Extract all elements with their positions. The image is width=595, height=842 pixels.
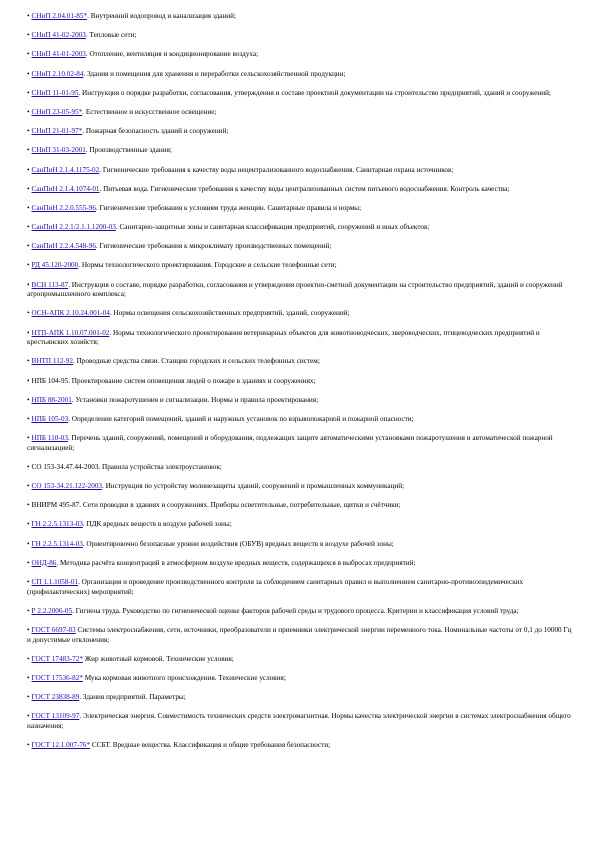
reference-code-link[interactable]: ОНД-86 [31, 558, 57, 567]
reference-item [27, 185, 572, 195]
reference-description: . Питьевая вода. Гигиенические требования к качеству воды централизованных систем питьевого водоснабжения. Контроль качества; [99, 184, 510, 193]
reference-item [27, 712, 572, 731]
bullet: • [27, 501, 30, 510]
reference-item [27, 309, 572, 319]
bullet: • [27, 242, 30, 251]
bullet: • [27, 626, 30, 634]
bullet: • [27, 69, 30, 78]
reference-code-link[interactable]: СанПиН 2.1.4.1074-01 [31, 184, 100, 193]
reference-code-link[interactable]: СНиП 21-01-97* [31, 127, 83, 136]
reference-code-link[interactable]: НПБ 88-2001 [31, 395, 72, 404]
bullet: • [27, 280, 30, 289]
reference-code-link[interactable]: ВСН 113-87 [31, 280, 69, 289]
reference-description: . Инструкция по устройству молниезащиты зданий, сооружений и промышленных коммуникаций; [102, 482, 405, 491]
reference-description: . Нормы освещения сельскохозяйственных предприятий, зданий, сооружений; [109, 309, 350, 318]
reference-item [27, 396, 572, 406]
reference-item [27, 166, 572, 176]
bullet: • [27, 673, 30, 682]
reference-description: ССБТ. Вредные вещества. Классификация и общие требования безопасности; [90, 741, 331, 750]
reference-code-link[interactable]: НПБ 110-03 [31, 434, 68, 443]
bullet: • [27, 88, 30, 97]
reference-item [27, 329, 572, 348]
reference-code-link[interactable]: СНиП 41-02-2003 [31, 31, 86, 40]
reference-item [27, 434, 572, 453]
reference-code-link[interactable]: ГОСТ 12.1.007-76* [31, 741, 91, 750]
reference-code-link[interactable]: СП 1.1.1058-01 [31, 578, 79, 587]
reference-item [27, 261, 572, 271]
reference-item [27, 146, 572, 156]
reference-item [27, 377, 572, 387]
reference-code-link[interactable]: ГОСТ 17483-72* [31, 654, 83, 663]
reference-item [27, 357, 572, 367]
reference-description: . Определение категорий помещений, зданий и наружных установок по взрывопожарной и пожарной опасности; [68, 414, 414, 423]
reference-item [27, 559, 572, 569]
bullet: • [27, 606, 30, 615]
reference-item [27, 540, 572, 550]
bullet: • [27, 482, 30, 491]
reference-item [27, 31, 572, 41]
bullet: • [27, 328, 30, 337]
reference-item [27, 578, 572, 597]
bullet: • [27, 165, 30, 174]
reference-description: . Гигиенические требования к микроклимату производственных помещений; [95, 242, 332, 251]
reference-code-link[interactable]: СанПиН 2.2.0.555-96 [31, 203, 96, 212]
reference-code-link[interactable]: ГН 2.2.5.1314-03 [31, 539, 83, 548]
bullet: • [27, 462, 30, 471]
reference-description: Жир животный кормовой. Технические условия; [82, 654, 234, 663]
reference-description: . Инструкция о составе, порядке разработки, согласования и утверждения проектно-сметной документации на строительство предприятий, зданий и сооружений агропромышленного комплекса; [27, 280, 563, 299]
reference-description: . Внутренний водопровод и канализация зданий; [87, 12, 236, 20]
reference-code-link[interactable]: СНиП 2.04.01-85* [31, 12, 88, 20]
reference-description: . Производственные здания; [85, 146, 172, 155]
reference-description: . Гигиена труда. Руководство по гигиенической оценке факторов рабочей среды и трудового процесса. Критерии и классификация условий труда; [72, 606, 519, 615]
reference-description: . Методика расчёта концентраций в атмосферном воздухе вредных веществ, содержащихся в выбросах предприятий; [56, 558, 416, 567]
reference-code-link[interactable]: СНиП 41-01-2003 [31, 50, 86, 59]
reference-item [27, 281, 572, 300]
reference-item [27, 626, 572, 645]
bullet: • [27, 261, 30, 270]
bullet: • [27, 50, 30, 59]
reference-description: . Отопление, вентиляция и кондиционирование воздуха; [85, 50, 259, 59]
reference-code-link[interactable]: СНиП 23-05-95* [31, 107, 83, 116]
reference-code-link[interactable]: СНиП 11-01-95 [31, 88, 79, 97]
reference-code-link[interactable]: ГОСТ 23838-89 [31, 693, 80, 702]
bullet: • [27, 223, 30, 232]
reference-code-link[interactable]: СанПиН 2.2.4.548-96 [31, 242, 96, 251]
reference-description: . Перечень зданий, сооружений, помещений и оборудования, подлежащих защите автоматическими установками пожаротушения и автоматической пожарной сигнализацией; [27, 434, 553, 452]
reference-item [27, 89, 572, 99]
reference-item [27, 501, 572, 511]
reference-description: . Здания и помещения для хранения и переработки сельскохозяйственной продукции; [83, 69, 346, 78]
reference-code-link[interactable]: НТП-АПК 1.10.07.001-02 [31, 328, 110, 337]
reference-description: . Гигиенические требования к качеству воды нецентрализованного водоснабжения. Санитарная охрана источников; [99, 165, 454, 174]
reference-item [27, 12, 572, 22]
reference-description: . Пожарная безопасность зданий и сооружений; [82, 127, 229, 136]
bullet: • [27, 357, 30, 366]
bullet: • [27, 414, 30, 423]
reference-description: . Сети проводки в зданиях и сооружениях. Приборы осветительные, потребительные, щитки и счётчики; [79, 501, 401, 510]
reference-description: . Тепловые сети; [85, 31, 137, 40]
reference-item [27, 463, 572, 473]
reference-description: . Гигиенические требования к условиям труда женщин. Санитарные правила и нормы; [95, 203, 362, 212]
reference-code-link[interactable]: ГОСТ 13109-97 [31, 712, 80, 721]
bullet: • [27, 693, 30, 702]
reference-item [27, 223, 572, 233]
reference-code-link[interactable]: СанПиН 2.2.1/2.1.1.1200-03 [31, 223, 116, 232]
reference-description: . Правила устройства электроустановок; [98, 462, 222, 471]
reference-code-link[interactable]: ВНТП 112-92 [31, 357, 73, 366]
bullet: • [27, 712, 30, 721]
reference-code-link[interactable]: ОСН-АПК 2.10.24.001-04 [31, 309, 110, 318]
reference-item [27, 693, 572, 703]
reference-item [27, 674, 572, 684]
reference-description: . ПДК вредных веществ в воздухе рабочей зоны; [82, 520, 232, 529]
reference-description: . Нормы технологического проектирования. Городские и сельские телефонные сети; [78, 261, 337, 270]
reference-item [27, 655, 572, 665]
bullet: • [27, 520, 30, 529]
bullet: • [27, 558, 30, 567]
reference-description: . Здания предприятий. Параметры; [79, 693, 186, 702]
document-body [27, 12, 572, 760]
reference-description: . Проектирование систем оповещения людей о пожаре в зданиях и сооружениях; [68, 376, 316, 385]
reference-code-link[interactable]: СанПиН 2.1.4.1175-02 [31, 165, 100, 174]
bullet: • [27, 146, 30, 155]
bullet: • [27, 741, 30, 750]
reference-code: СО 153-34.47.44-2003 [31, 462, 99, 471]
reference-description: . Электрическая энергия. Совместимость технических средств электромагнитная. Нормы качества электрической энергии в системах электроснабжения общего назначения; [27, 712, 571, 730]
reference-description: Мука кормовая животного происхождения. Технические условия; [82, 673, 286, 682]
reference-description: . Ориентировочно безопасные уровни воздействия (ОБУВ) вредных веществ в воздухе рабочей зоны; [82, 539, 394, 548]
reference-item [27, 741, 572, 751]
reference-code-link[interactable]: НПБ 105-03 [31, 414, 69, 423]
reference-code-link[interactable]: ГН 2.2.5.1313-03 [31, 520, 83, 529]
reference-code-link[interactable]: РД 45.120-2000 [31, 261, 79, 270]
reference-item [27, 242, 572, 252]
bullet: • [27, 107, 30, 116]
reference-description: . Установки пожаротушения и сигнализации. Нормы и правила проектирования; [71, 395, 319, 404]
reference-code-link[interactable]: СНиП 2.10.02-84 [31, 69, 84, 78]
reference-description: . Естественное и искусственное освещение; [82, 107, 217, 116]
reference-description: . Инструкция о порядке разработки, согласования, утверждения и составе проектной документации на строительство предприятий, зданий и сооружений; [78, 88, 551, 97]
reference-description: . Нормы технологического проектирования ветеринарных объектов для животноводческих, звероводческих, птицеводческих предприятий и крестьянских хозяйств; [27, 328, 540, 347]
reference-code-link[interactable]: СО 153-34.21.122-2003 [31, 482, 103, 491]
reference-code: ВНИРМ 495-87 [31, 501, 80, 510]
bullet: • [27, 539, 30, 548]
bullet: • [27, 203, 30, 212]
reference-code-link[interactable]: ГОСТ 6697-83 [31, 626, 76, 634]
reference-code-link[interactable]: Р 2.2.2006-05 [31, 606, 73, 615]
bullet: • [27, 309, 30, 318]
bullet: • [27, 127, 30, 136]
reference-description: . Организация и проведение производственного контроля за соблюдением санитарных правил и выполнением санитарно-противоэпидемических (профилактических) мероприятий; [27, 578, 524, 596]
bullet: • [27, 578, 30, 587]
bullet: • [27, 395, 30, 404]
bullet: • [27, 12, 30, 20]
reference-code-link[interactable]: ГОСТ 17536-82* [31, 673, 83, 682]
reference-item [27, 607, 572, 617]
bullet: • [27, 376, 30, 385]
reference-item [27, 50, 572, 60]
reference-code-link[interactable]: СНиП 31-03-2001 [31, 146, 86, 155]
reference-item [27, 127, 572, 137]
reference-code: НПБ 104-95 [31, 376, 69, 385]
reference-description: . Санитарно-защитные зоны и санитарная классификация предприятий, сооружений и иных объектов; [115, 223, 430, 232]
reference-item [27, 415, 572, 425]
bullet: • [27, 434, 30, 443]
reference-item [27, 70, 572, 80]
bullet: • [27, 31, 30, 40]
reference-item [27, 108, 572, 118]
reference-item [27, 482, 572, 492]
reference-item [27, 204, 572, 214]
reference-description: Системы электроснабжения, сети, источники, преобразователи и приемники электрической энергии переменного тока. Номинальные частоты от 0,1 до 10000 Гц и допустимые отклонения; [27, 626, 572, 644]
reference-description: . Проводные средства связи. Станции городских и сельских телефонных систем; [73, 357, 320, 366]
bullet: • [27, 184, 30, 193]
bullet: • [27, 654, 30, 663]
reference-item [27, 520, 572, 530]
